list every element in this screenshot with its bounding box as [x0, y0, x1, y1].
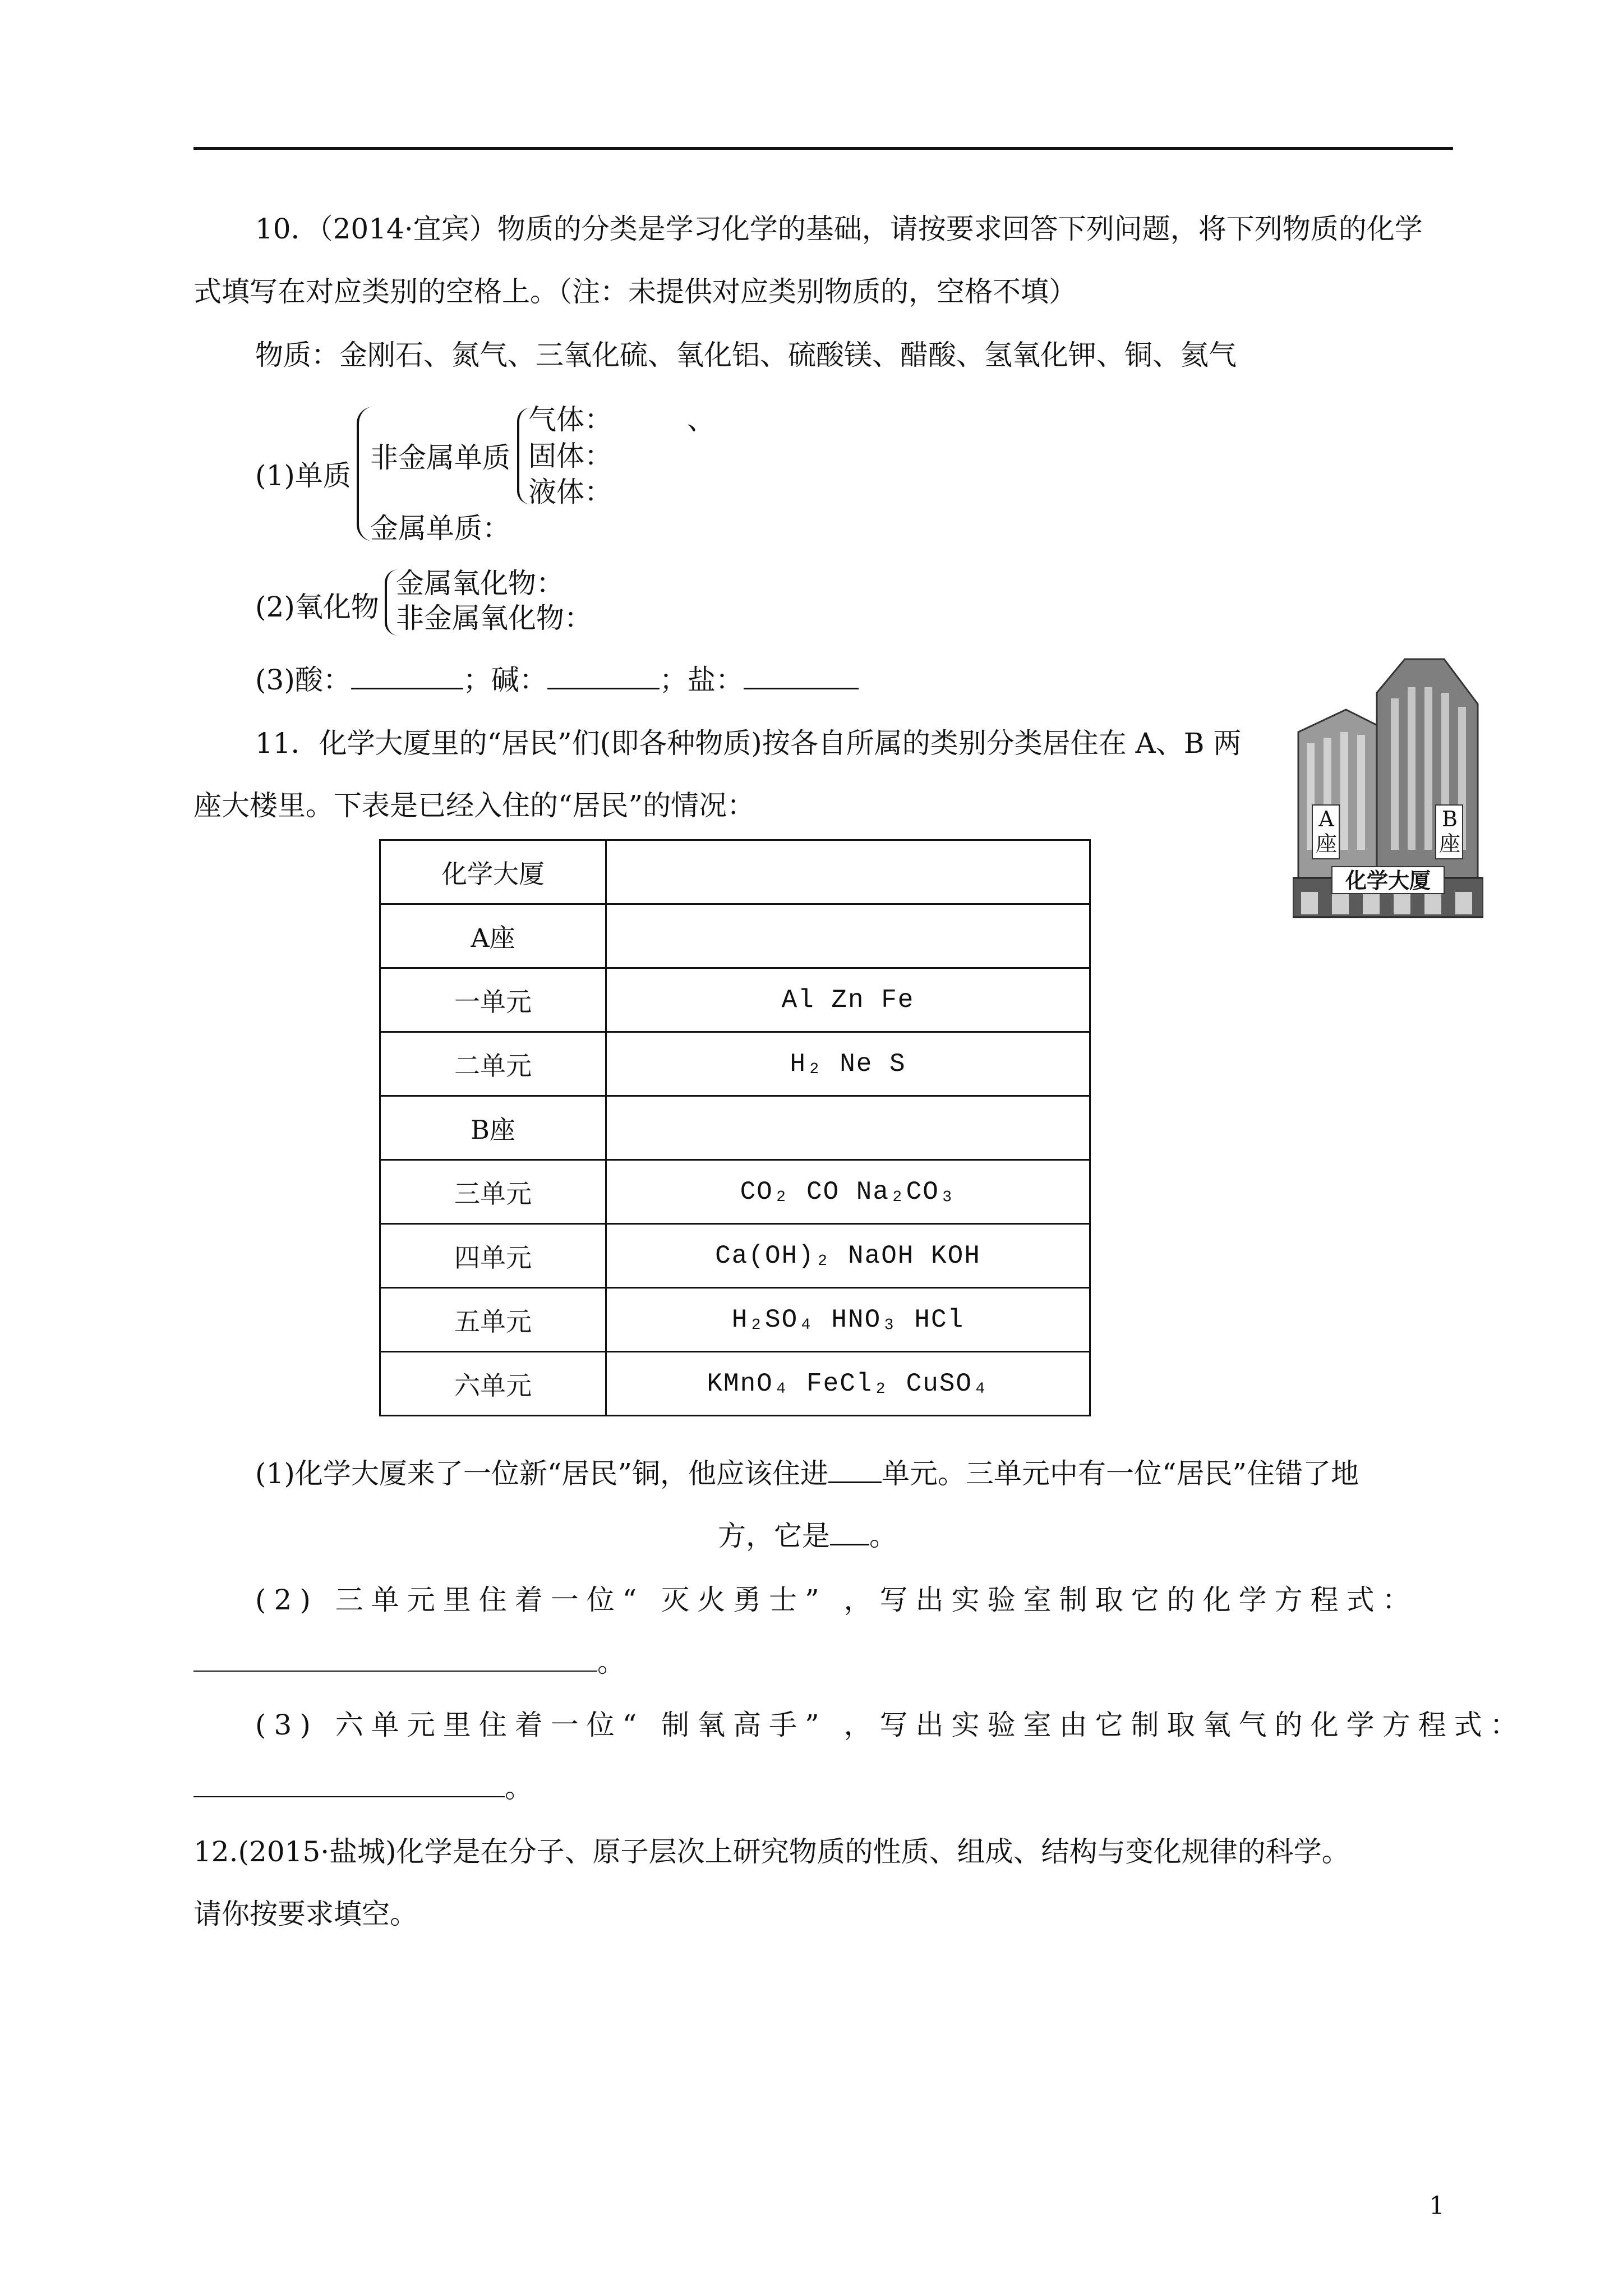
- salt-blank[interactable]: [744, 688, 859, 689]
- building-label-a: A座: [1315, 807, 1337, 856]
- table-cell-value: Ca(OH)₂ NaOH KOH: [606, 1224, 1090, 1288]
- p3-line: [255, 663, 859, 697]
- q11-s1-text-b: 单元。三单元中有一位“居民”住错了地: [881, 1457, 1359, 1490]
- table-row: [380, 840, 1090, 904]
- p3-base-label: ；碱：: [463, 664, 547, 696]
- table-row: [380, 1096, 1090, 1160]
- q10-materials: 物质：金刚石、氮气、三氧化硫、氧化铝、硫酸镁、醋酸、氢氧化钾、铜、氦气: [255, 339, 1237, 371]
- q11-s1-text-c: 方，它是: [718, 1520, 830, 1552]
- q11-s2-line2: [193, 1645, 625, 1679]
- p1-nonmetal-label: 非金属单质: [370, 441, 510, 474]
- q11-line2: 座大楼里。下表是已经入住的“居民”的情况：: [193, 789, 755, 822]
- table-cell-value: [606, 904, 1090, 968]
- p1-metal: 金属单质：: [370, 512, 510, 545]
- q12-line1: 12.(2015·盐城)化学是在分子、原子层次上研究物质的性质、组成、结构与变化规律的科学。: [193, 1835, 1350, 1868]
- q10-line1: 10．（2014·宜宾）物质的分类是学习化学的基础，请按要求回答下列问题，将下列物质的化学: [255, 213, 1423, 245]
- table-row: [380, 1352, 1090, 1416]
- table-cell-name: 六单元: [380, 1352, 606, 1416]
- p2-metal-oxide: 金属氧化物：: [396, 567, 564, 600]
- table-cell-name: 四单元: [380, 1224, 606, 1288]
- table-cell-value: [606, 1096, 1090, 1160]
- residents-table: [379, 839, 1091, 1416]
- table-cell-name: 化学大厦: [380, 840, 606, 904]
- p3-salt-label: ；盐：: [659, 664, 744, 696]
- q11-s1-line2: [718, 1519, 897, 1553]
- table-cell-value: Al Zn Fe: [606, 968, 1090, 1032]
- wrong-resident-blank[interactable]: [830, 1544, 869, 1545]
- p2-label: (2)氧化物: [255, 591, 379, 623]
- table-cell-value: CO₂ CO Na₂CO₃: [606, 1160, 1090, 1224]
- acid-blank[interactable]: [351, 688, 463, 689]
- q11-s2-line1: (2) 三单元里住着一位“ 灭火勇士” ，写出实验室制取它的化学方程式：: [255, 1584, 1418, 1616]
- q11-line1: 11．化学大厦里的“居民”们(即各种物质)按各自所属的类别分类居住在 A、B 两: [255, 727, 1242, 760]
- table-row: [380, 904, 1090, 968]
- q11-s1-end: 。: [869, 1520, 897, 1552]
- q11-s3-line2: [193, 1771, 533, 1805]
- table-cell-name: 五单元: [380, 1288, 606, 1352]
- header-rule: [193, 147, 1453, 150]
- p3-acid-label: (3)酸：: [255, 664, 351, 696]
- p1-solid: 固体：: [528, 440, 612, 472]
- building-image: [1293, 654, 1483, 923]
- table-row: [380, 1160, 1090, 1224]
- table-cell-name: 二单元: [380, 1032, 606, 1096]
- table-cell-value: H₂ Ne S: [606, 1032, 1090, 1096]
- p1-gas: 气体：: [528, 403, 612, 436]
- base-blank[interactable]: [547, 688, 660, 689]
- q11-s3-end: 。: [505, 1772, 533, 1804]
- p1-liquid: 液体：: [528, 476, 612, 508]
- table-cell-name: 一单元: [380, 968, 606, 1032]
- table-cell-value: KMnO₄ FeCl₂ CuSO₄: [606, 1352, 1090, 1416]
- equation-blank-3[interactable]: [193, 1796, 505, 1797]
- table-cell-name: B座: [380, 1096, 606, 1160]
- table-row: [380, 968, 1090, 1032]
- q11-s3-line1: (3) 六单元里住着一位“ 制氧高手” ，写出实验室由它制取氧气的化学方程式：: [255, 1709, 1526, 1741]
- equation-blank-2[interactable]: [193, 1671, 597, 1672]
- q11-s1-text-a: (1)化学大厦来了一位新“居民”铜，他应该住进: [255, 1457, 828, 1490]
- unit-blank[interactable]: [828, 1481, 882, 1483]
- q11-s2-end: 。: [597, 1646, 625, 1678]
- table-cell-value: [606, 840, 1090, 904]
- building-label-b: B座: [1438, 807, 1460, 856]
- p2-nonmetal-oxide: 非金属氧化物：: [396, 602, 592, 634]
- table-row: [380, 1224, 1090, 1288]
- p1-label: (1)单质: [255, 459, 351, 492]
- table-cell-name: A座: [380, 904, 606, 968]
- q12-line2: 请你按要求填空。: [193, 1898, 418, 1930]
- building-sign: 化学大厦: [1345, 868, 1431, 893]
- table-row: [380, 1032, 1090, 1096]
- table-cell-name: 三单元: [380, 1160, 606, 1224]
- q11-s1-line1: [255, 1457, 1359, 1490]
- table-cell-value: H₂SO₄ HNO₃ HCl: [606, 1288, 1090, 1352]
- q10-line2: 式填写在对应类别的空格上。（注：未提供对应类别物质的，空格不填）: [193, 275, 1077, 308]
- page-number: 1: [1429, 2192, 1445, 2220]
- p1-gas-sep: 、: [687, 403, 715, 436]
- table-row: [380, 1288, 1090, 1352]
